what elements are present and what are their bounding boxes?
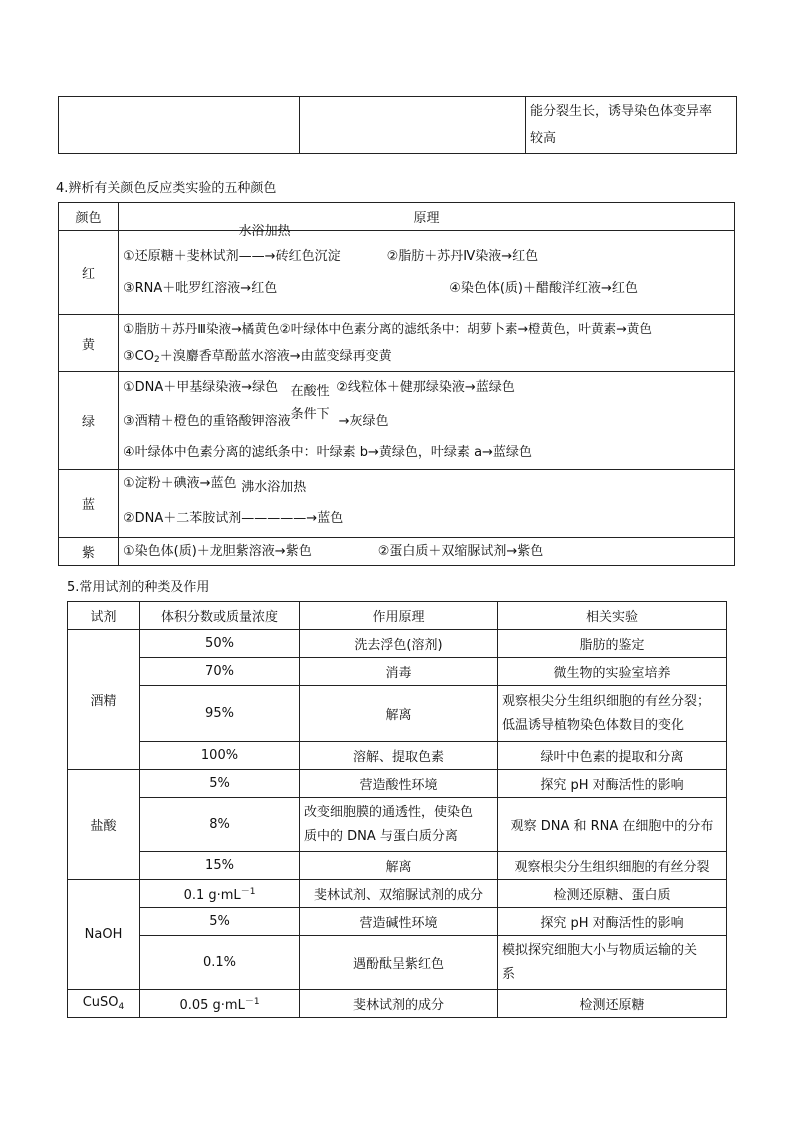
header-concentration: 体积分数或质量浓度	[140, 602, 300, 630]
reagent-naoh: NaOH	[68, 880, 140, 990]
reagent-hcl: 盐酸	[68, 770, 140, 880]
table-row: 95% 解离 观察根尖分生组织细胞的有丝分裂； 低温诱导植物染色体数目的变化	[68, 686, 727, 742]
table-row: 15% 解离 观察根尖分生组织细胞的有丝分裂	[68, 852, 727, 880]
table-row: NaOH 0.1 $g\cdot mL^{-1}$ 斐林试剂、双缩脲试剂的成分 检测还原糖、蛋白质	[68, 880, 727, 908]
color-label-purple: 紫	[59, 538, 119, 566]
color-reaction-table	[58, 202, 735, 566]
table-row: 8% 改变细胞膜的通透性，使染色 质中的 DNA 与蛋白质分离 观察 DNA 和 RNA 在细胞中的分布	[68, 798, 727, 852]
table-row-purple	[59, 538, 735, 566]
table-row: 酒精 50% 洗去浮色(溶剂) 脂肪的鉴定	[68, 630, 727, 658]
table-row: 0.1% 遇酚酞呈紫红色 模拟探究细胞大小与物质运输的关 系	[68, 936, 727, 990]
top-table-cell-3: 能分裂生长，诱导染色体变异率 较高	[526, 97, 737, 154]
reagent-alcohol: 酒精	[68, 630, 140, 770]
table-row-red	[59, 231, 735, 315]
header-reagent: 试剂	[68, 602, 140, 630]
table-row: 100% 溶解、提取色素 绿叶中色素的提取和分离	[68, 742, 727, 770]
section-4-title: 4.辨析有关颜色反应类实验的五种颜色	[56, 181, 277, 196]
header-principle: 作用原理	[300, 602, 498, 630]
reagent-cuso4: CuSO$_4$	[68, 990, 140, 1018]
table-row-green	[59, 372, 735, 470]
top-table-cell-2	[300, 97, 526, 154]
reaction-arrow-acid: 在酸性 条件下	[290, 383, 330, 422]
reagent-table	[67, 601, 727, 1018]
color-label-red: 红	[59, 231, 119, 315]
table-header-row	[59, 203, 735, 231]
table-row: 5% 营造碱性环境 探究 pH 对酶活性的影响	[68, 908, 727, 936]
table-row-blue	[59, 470, 735, 538]
table-header-row	[68, 602, 727, 630]
header-color: 颜色	[59, 203, 119, 231]
color-label-green: 绿	[59, 372, 119, 470]
color-label-blue: 蓝	[59, 470, 119, 538]
table-row: 盐酸 5% 营造酸性环境 探究 pH 对酶活性的影响	[68, 770, 727, 798]
table-row: CuSO$_4$ 0.05 $g\cdot mL^{-1}$ 斐林试剂的成分 检测还原糖	[68, 990, 727, 1018]
table-row: 70% 消毒 微生物的实验室培养	[68, 658, 727, 686]
principle-purple: ①染色体(质)＋龙胆紫溶液→紫色 ②蛋白质＋双缩脲试剂→紫色	[119, 538, 735, 566]
principle-green: ①DNA＋甲基绿染液→绿色 ②线粒体＋健那绿染液→蓝绿色 ③酒精＋橙色的重铬酸钾溶液 在酸性 条件下 →灰绿色 ④叶绿体中色素分离的滤纸条中：叶绿素 b→黄绿色，叶绿素 a→蓝绿色	[119, 372, 735, 470]
color-label-yellow: 黄	[59, 315, 119, 372]
reaction-arrow: 水浴加热 ——→	[238, 223, 291, 264]
principle-yellow: ①脂肪＋苏丹Ⅲ染液→橘黄色②叶绿体中色素分离的滤纸条中：胡萝卜素→橙黄色，叶黄素→黄色 $③CO_2+$溴麝香草酚蓝水溶液→由蓝变绿再变黄	[119, 315, 735, 372]
top-table-cell-1	[59, 97, 300, 154]
header-principle: 原理	[119, 203, 735, 231]
reaction-arrow-boil: 沸水浴加热 —————→	[241, 479, 318, 526]
header-experiment: 相关实验	[498, 602, 727, 630]
principle-red: ①还原糖＋斐林试剂 水浴加热 ——→砖红色沉淀 ②脂肪＋苏丹Ⅳ染液→红色 ③RNA＋吡罗红溶液→红色 ④染色体(质)＋醋酸洋红液→红色	[119, 231, 735, 315]
table-row-yellow	[59, 315, 735, 372]
principle-blue: ①淀粉＋碘液→蓝色 ②DNA＋二苯胺试剂 沸水浴加热 —————→蓝色	[119, 470, 735, 538]
top-table-fragment	[58, 96, 737, 154]
section-5-title: 5.常用试剂的种类及作用	[67, 580, 210, 595]
